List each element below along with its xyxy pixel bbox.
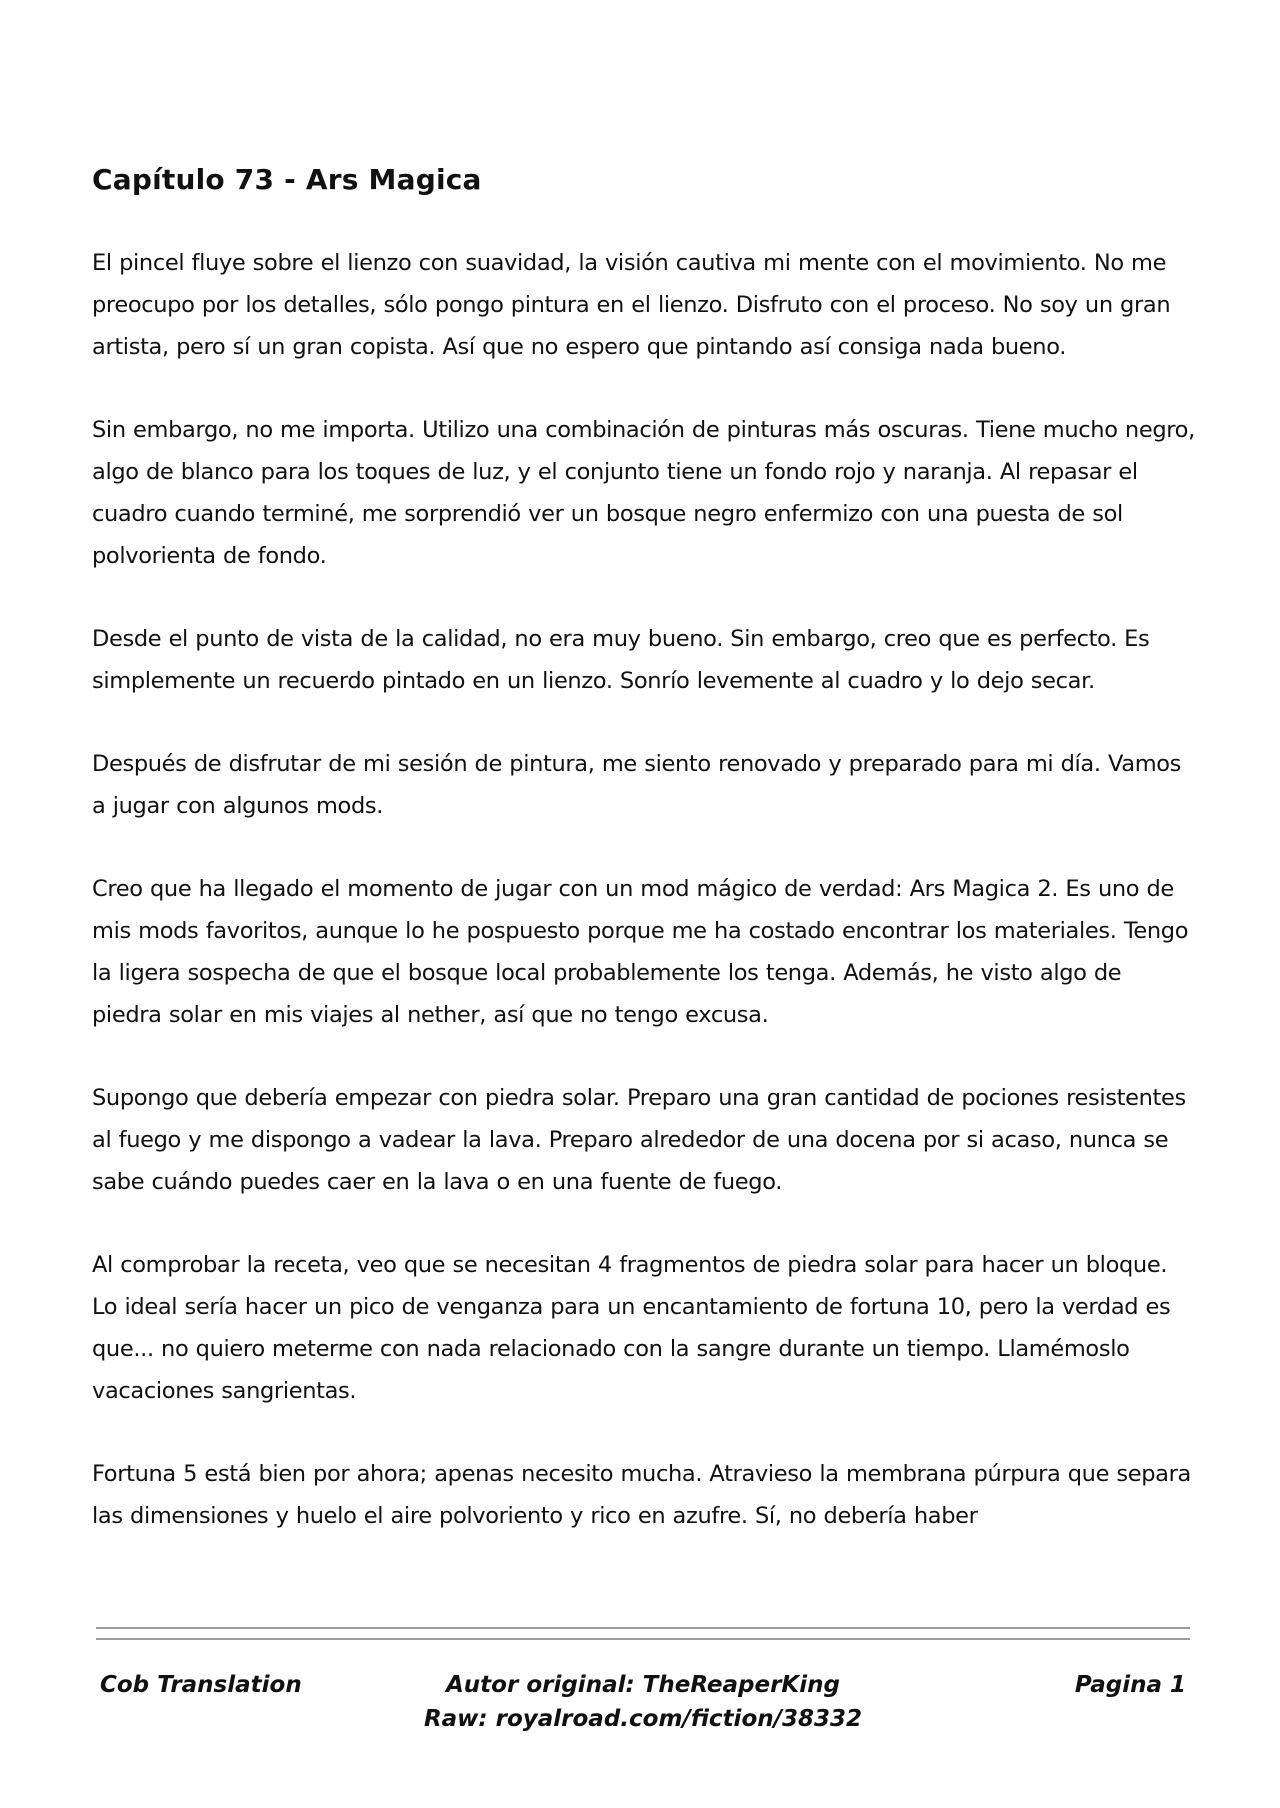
footer-page-number: Pagina 1 [1074, 1672, 1186, 1698]
footer-credits [96, 1668, 1190, 1736]
paragraph-7: Al comprobar la receta, veo que se necesitan 4 fragmentos de piedra solar para hacer un bloque. Lo ideal sería hacer un pico de venganza para un encantamiento de fortuna 10, pero la verdad es que... no quiero meterme con nada relacionado con la sangre durante un tiempo. Llamémoslo vacaciones sangrientas. [92, 1252, 1171, 1404]
chapter-title: Capítulo 73 - Ars Magica [92, 163, 482, 196]
paragraph-2: Sin embargo, no me importa. Utilizo una combinación de pinturas más oscuras. Tiene mucho negro, algo de blanco para los toques de luz, y el conjunto tiene un fondo rojo y naranja. Al repasar el cuadro cuando terminé, me sorprendió ver un bosque negro enfermizo con una puesta de sol polvorienta de fondo. [92, 417, 1195, 569]
paragraph-4: Después de disfrutar de mi sesión de pintura, me siento renovado y preparado para mi día. Vamos a jugar con algunos mods. [92, 751, 1182, 819]
footer-divider-bottom [96, 1638, 1190, 1640]
paragraph-8: Fortuna 5 está bien por ahora; apenas necesito mucha. Atravieso la membrana púrpura que separa las dimensiones y huelo el aire polvoriento y rico en azufre. Sí, no debería haber [92, 1461, 1191, 1529]
paragraph-6: Supongo que debería empezar con piedra solar. Preparo una gran cantidad de pociones resistentes al fuego y me dispongo a vadear la lava. Preparo alrededor de una docena por si acaso, nunca se sabe cuándo puedes caer en la lava o en una fuente de fuego. [92, 1085, 1186, 1195]
paragraph-5: Creo que ha llegado el momento de jugar con un mod mágico de verdad: Ars Magica 2. Es uno de mis mods favoritos, aunque lo he pospuesto porque me ha costado encontrar los materiales. Tengo la ligera sospecha de que el bosque local probablemente los tenga. Además, he visto algo de piedra solar en mis viajes al nether, así que no tengo excusa. [92, 876, 1189, 1028]
footer-author: Autor original: TheReaperKing [446, 1672, 840, 1698]
document-body [92, 160, 1196, 1537]
footer-divider-top [96, 1627, 1190, 1629]
page-footer [96, 1668, 1190, 1748]
footer-translator: Cob Translation [100, 1672, 302, 1698]
paragraph-1: El pincel fluye sobre el lienzo con suavidad, la visión cautiva mi mente con el movimiento. No me preocupo por los detalles, sólo pongo pintura en el lienzo. Disfruto con el proceso. No soy un gran artista, pero sí un gran copista. Así que no espero que pintando así consiga nada bueno. [92, 250, 1171, 360]
footer-source: Raw: royalroad.com/fiction/38332 [423, 1706, 863, 1732]
paragraph-3: Desde el punto de vista de la calidad, no era muy bueno. Sin embargo, creo que es perfecto. Es simplemente un recuerdo pintado en un lienzo. Sonrío levemente al cuadro y lo dejo secar. [92, 626, 1150, 694]
